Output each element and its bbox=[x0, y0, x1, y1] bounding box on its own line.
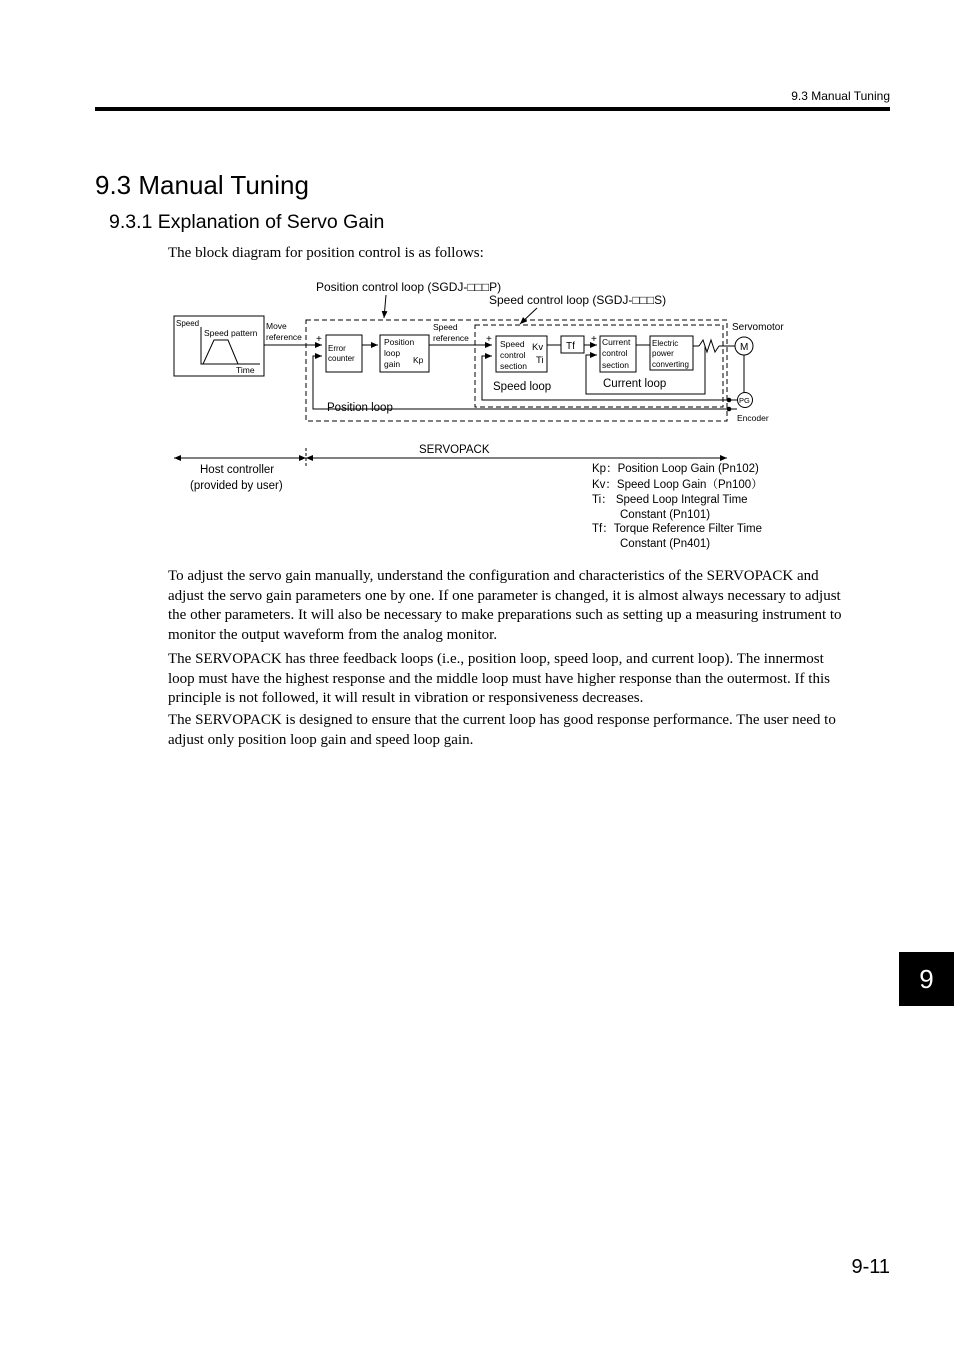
speed-control-pointer-arrow bbox=[520, 308, 537, 324]
speed-axis-label: Speed bbox=[176, 319, 200, 328]
paragraph-2-line-1: The SERVOPACK has three feedback loops (i.e., position loop, speed loop, and current loop). The innermost bbox=[168, 651, 824, 667]
position-loop-gain-line-2: loop bbox=[384, 348, 401, 358]
paragraph-1-line-3: the other parameters. It will also be necessary to make preparations such as setting up a measuring instrument to bbox=[168, 607, 842, 623]
error-counter-line-2: counter bbox=[328, 354, 355, 363]
current-control-section-line-3: section bbox=[602, 360, 629, 370]
position-loop-gain-line-1: Position bbox=[384, 337, 415, 347]
paragraph-1-line-1: To adjust the servo gain manually, understand the configuration and characteristics of the SERVOPACK and bbox=[168, 568, 819, 584]
speed-reference-line-2: reference bbox=[433, 333, 469, 343]
electric-power-line-2: power bbox=[652, 349, 674, 358]
speed-sum-plus: + bbox=[486, 334, 492, 345]
position-sum-plus: + bbox=[316, 334, 322, 345]
electric-power-line-3: converting bbox=[652, 360, 689, 369]
speed-reference-line-1: Speed bbox=[433, 322, 458, 332]
move-reference-line-2: reference bbox=[266, 332, 302, 342]
speed-control-loop-label: Speed control loop (SGDJ-□□□S) bbox=[489, 293, 667, 307]
servomotor-label: Servomotor bbox=[732, 322, 784, 333]
speed-pattern-trapezoid bbox=[203, 340, 238, 364]
servopack-label: SERVOPACK bbox=[419, 444, 490, 456]
paragraph-1-line-2: adjust the servo gain parameters one by one. If one parameter is changed, it is almost always necessary to adjust bbox=[168, 587, 841, 604]
body-paragraph-1 bbox=[168, 567, 890, 645]
electric-power-line-1: Electric bbox=[652, 339, 679, 348]
kp-symbol: Kp bbox=[413, 355, 424, 365]
current-loop-label: Current loop bbox=[603, 378, 667, 390]
speed-pattern-label: Speed pattern bbox=[204, 328, 258, 338]
current-sum-minus: - bbox=[591, 350, 595, 361]
position-sum-minus: - bbox=[316, 351, 320, 362]
kv-symbol: Kv bbox=[532, 342, 544, 353]
position-loop-gain-line-3: gain bbox=[384, 359, 401, 369]
subsection-title: 9.3.1 Explanation of Servo Gain bbox=[109, 211, 385, 233]
paragraph-3-line-2: adjust only position loop gain and speed loop gain. bbox=[168, 731, 474, 748]
position-control-loop-label: Position control loop (SGDJ-□□□P) bbox=[316, 280, 502, 294]
paragraph-1-line-4: monitor the output waveform from the analog monitor. bbox=[168, 626, 498, 643]
position-feedback-junction bbox=[727, 407, 732, 412]
running-header: 9.3 Manual Tuning bbox=[791, 89, 890, 103]
host-controller-line-1: Host controller bbox=[200, 464, 275, 476]
speed-loop-label: Speed loop bbox=[493, 381, 552, 393]
speed-control-section-line-1: Speed bbox=[500, 339, 525, 349]
section-title: 9.3 Manual Tuning bbox=[95, 170, 309, 200]
paragraph-2-line-3: principle is not followed, it will result in vibration or responsiveness decreases. bbox=[168, 690, 644, 706]
legend-tf-cont: Constant (Pn401) bbox=[620, 538, 711, 550]
time-axis-label: Time bbox=[236, 365, 255, 375]
move-reference-line-1: Move bbox=[266, 321, 287, 331]
legend-ti: Ti： Speed Loop Integral Time bbox=[592, 494, 748, 506]
current-sum-plus: + bbox=[591, 334, 597, 345]
speed-sum-minus: - bbox=[486, 351, 490, 362]
host-controller-line-2: (provided by user) bbox=[190, 480, 283, 492]
current-control-section-line-1: Current bbox=[602, 337, 631, 347]
paragraph-2-line-2: loop must have the highest response and the middle loop must have higher response than the outermost. If this bbox=[168, 670, 830, 687]
pg-symbol-label: PG bbox=[739, 396, 750, 405]
body-paragraph-2 bbox=[168, 650, 890, 709]
tf-symbol: Tf bbox=[566, 341, 575, 352]
page-number: 9-11 bbox=[851, 1256, 890, 1278]
chapter-thumb-tab: 9 bbox=[899, 952, 954, 1006]
legend-kp: Kp：Position Loop Gain (Pn102) bbox=[592, 463, 759, 475]
power-waveform bbox=[699, 340, 719, 352]
error-counter-line-1: Error bbox=[328, 344, 346, 353]
speed-control-section-line-2: control bbox=[500, 350, 526, 360]
legend-ti-cont: Constant (Pn101) bbox=[620, 509, 711, 521]
legend-kv: Kv：Speed Loop Gain（Pn100） bbox=[592, 479, 763, 491]
speed-feedback-junction bbox=[727, 398, 732, 403]
position-control-pointer-arrow bbox=[384, 295, 386, 318]
body-paragraph-3 bbox=[168, 711, 890, 750]
intro-text: The block diagram for position control is as follows: bbox=[168, 245, 484, 261]
encoder-label: Encoder bbox=[737, 413, 769, 423]
current-control-section-line-2: control bbox=[602, 348, 628, 358]
speed-control-section-line-3: section bbox=[500, 361, 527, 371]
paragraph-3-line-1: The SERVOPACK is designed to ensure that the current loop has good response performance. The user need to bbox=[168, 712, 836, 728]
position-loop-label: Position loop bbox=[327, 402, 393, 414]
ti-symbol: Ti bbox=[536, 355, 544, 366]
motor-symbol-label: M bbox=[740, 342, 749, 353]
legend-tf: Tf：Torque Reference Filter Time bbox=[592, 523, 763, 535]
